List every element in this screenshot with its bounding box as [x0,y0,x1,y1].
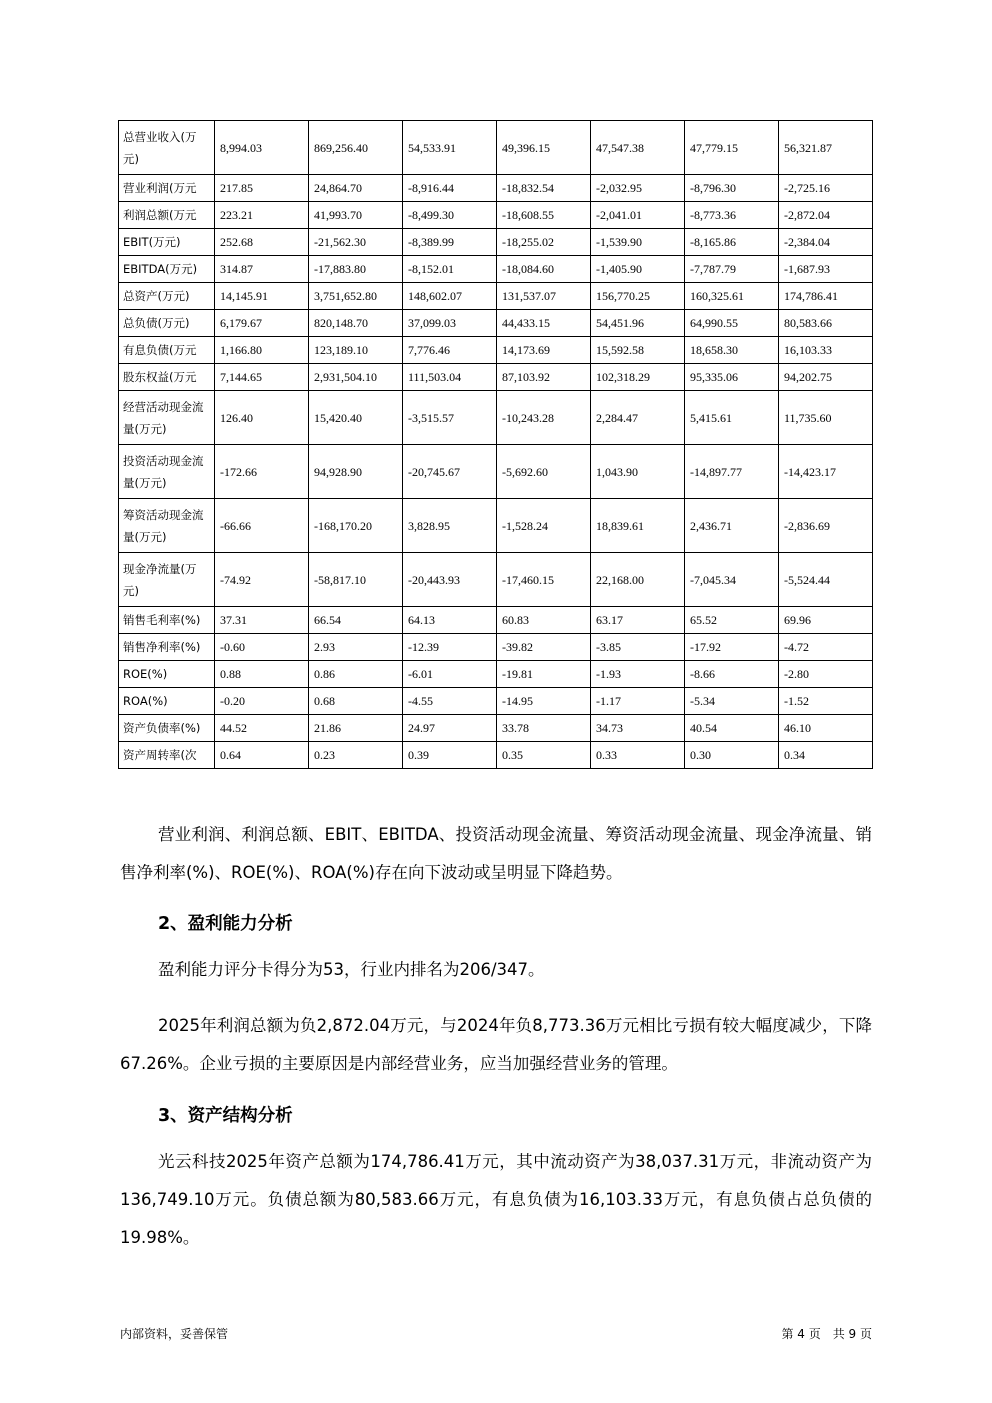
table-cell: 111,503.04 [403,364,497,391]
table-cell: -17,883.80 [309,256,403,283]
table-row [119,553,873,607]
row-label: 利润总额(万元 [119,202,215,229]
table-cell: -168,170.20 [309,499,403,553]
table-cell: -8,499.30 [403,202,497,229]
table-cell: 0.88 [215,661,309,688]
table-cell: 24,864.70 [309,175,403,202]
table-cell: 869,256.40 [309,121,403,175]
table-cell: 14,145.91 [215,283,309,310]
table-cell: 2,284.47 [591,391,685,445]
table-cell: 2,436.71 [685,499,779,553]
table-cell: 60.83 [497,607,591,634]
table-cell: 8,994.03 [215,121,309,175]
table-cell: -20,443.93 [403,553,497,607]
table-cell: 21.86 [309,715,403,742]
table-cell: -0.60 [215,634,309,661]
table-cell: 66.54 [309,607,403,634]
table-cell: 94,928.90 [309,445,403,499]
table-cell: 49,396.15 [497,121,591,175]
table-row [119,688,873,715]
table-cell: -1,405.90 [591,256,685,283]
table-cell: 314.87 [215,256,309,283]
table-cell: 95,335.06 [685,364,779,391]
table-row [119,364,873,391]
row-label: 总负债(万元) [119,310,215,337]
table-row [119,715,873,742]
table-cell: 34.73 [591,715,685,742]
table-row [119,742,873,769]
table-row [119,283,873,310]
table-cell: 56,321.87 [779,121,873,175]
table-cell: 3,828.95 [403,499,497,553]
row-label: EBITDA(万元) [119,256,215,283]
table-cell: -3,515.57 [403,391,497,445]
table-cell: 7,776.46 [403,337,497,364]
table-row [119,175,873,202]
table-cell: 1,043.90 [591,445,685,499]
table-cell: 44,433.15 [497,310,591,337]
table-cell: -8,389.99 [403,229,497,256]
table-cell: 0.86 [309,661,403,688]
table-cell: 131,537.07 [497,283,591,310]
table-cell: -2,725.16 [779,175,873,202]
table-cell: 0.35 [497,742,591,769]
table-cell: 0.33 [591,742,685,769]
row-label: EBIT(万元) [119,229,215,256]
table-cell: -21,562.30 [309,229,403,256]
table-cell: -7,787.79 [685,256,779,283]
table-row [119,445,873,499]
row-label: 营业利润(万元 [119,175,215,202]
table-cell: -74.92 [215,553,309,607]
table-cell: 174,786.41 [779,283,873,310]
table-row [119,337,873,364]
table-cell: 37,099.03 [403,310,497,337]
table-cell: 7,144.65 [215,364,309,391]
table-cell: 15,592.58 [591,337,685,364]
table-cell: -17.92 [685,634,779,661]
table-cell: -1.93 [591,661,685,688]
table-cell: -3.85 [591,634,685,661]
table-cell: 63.17 [591,607,685,634]
table-cell: -58,817.10 [309,553,403,607]
table-cell: -18,255.02 [497,229,591,256]
table-cell: -1,528.24 [497,499,591,553]
table-cell: 33.78 [497,715,591,742]
table-cell: -1,687.93 [779,256,873,283]
table-row [119,499,873,553]
table-cell: -14,897.77 [685,445,779,499]
table-cell: 22,168.00 [591,553,685,607]
table-cell: 15,420.40 [309,391,403,445]
row-label: 销售毛利率(%) [119,607,215,634]
table-cell: 0.30 [685,742,779,769]
table-cell: 156,770.25 [591,283,685,310]
table-cell: 123,189.10 [309,337,403,364]
table-cell: -4.72 [779,634,873,661]
table-cell: -39.82 [497,634,591,661]
section-heading-profitability: 2、盈利能力分析 [158,914,293,934]
table-cell: 16,103.33 [779,337,873,364]
table-cell: 41,993.70 [309,202,403,229]
table-cell: 0.68 [309,688,403,715]
row-label: 资产负债率(%) [119,715,215,742]
table-cell: 223.21 [215,202,309,229]
table-cell: 5,415.61 [685,391,779,445]
table-cell: -17,460.15 [497,553,591,607]
table-cell: 148,602.07 [403,283,497,310]
table-cell: 64.13 [403,607,497,634]
table-row [119,634,873,661]
table-cell: 3,751,652.80 [309,283,403,310]
table-cell: 87,103.92 [497,364,591,391]
table-cell: 46.10 [779,715,873,742]
table-cell: 6,179.67 [215,310,309,337]
table-cell: 24.97 [403,715,497,742]
table-cell: 64,990.55 [685,310,779,337]
table-cell: 47,779.15 [685,121,779,175]
table-cell: -2,384.04 [779,229,873,256]
table-cell: 160,325.61 [685,283,779,310]
row-label: 股东权益(万元 [119,364,215,391]
table-cell: -19.81 [497,661,591,688]
table-cell: 217.85 [215,175,309,202]
table-cell: -8,916.44 [403,175,497,202]
table-cell: -8.66 [685,661,779,688]
footer-confidential-note: 内部资料，妥善保管 [120,1327,229,1341]
table-cell: -6.01 [403,661,497,688]
row-label: 筹资活动现金流量(万元) [119,499,215,553]
asset-structure-paragraph: 光云科技2025年资产总额为174,786.41万元，其中流动资产为38,037.31万元，非流动资产为136,749.10万元。负债总额为80,583.66万元，有息负债为16,103.33万元，有息负债占总负债的19.98%。 [120,1152,872,1247]
row-label: ROA(%) [119,688,215,715]
table-row [119,256,873,283]
table-cell: -172.66 [215,445,309,499]
table-cell: -18,608.55 [497,202,591,229]
table-cell: -5,524.44 [779,553,873,607]
table-cell: 2,931,504.10 [309,364,403,391]
table-cell: 14,173.69 [497,337,591,364]
table-cell: -1.52 [779,688,873,715]
table-cell: -0.20 [215,688,309,715]
row-label: 投资活动现金流量(万元) [119,445,215,499]
table-cell: -2,872.04 [779,202,873,229]
row-label: ROE(%) [119,661,215,688]
table-cell: 54,451.96 [591,310,685,337]
table-cell: -5.34 [685,688,779,715]
table-row [119,661,873,688]
table-cell: -10,243.28 [497,391,591,445]
table-cell: 44.52 [215,715,309,742]
table-row [119,391,873,445]
table-cell: 0.23 [309,742,403,769]
table-cell: -5,692.60 [497,445,591,499]
table-cell: 11,735.60 [779,391,873,445]
row-label: 有息负债(万元 [119,337,215,364]
row-label: 现金净流量(万元) [119,553,215,607]
financial-summary-table [118,120,873,769]
table-cell: 820,148.70 [309,310,403,337]
footer-page-number: 第 4 页 共 9 页 [781,1327,872,1341]
table-row [119,202,873,229]
table-cell: -8,152.01 [403,256,497,283]
row-label: 经营活动现金流量(万元) [119,391,215,445]
row-label: 总资产(万元) [119,283,215,310]
row-label: 总营业收入(万元) [119,121,215,175]
table-cell: 18,658.30 [685,337,779,364]
table-cell: -2.80 [779,661,873,688]
row-label: 销售净利率(%) [119,634,215,661]
table-cell: -20,745.67 [403,445,497,499]
table-cell: 80,583.66 [779,310,873,337]
table-cell: -1,539.90 [591,229,685,256]
table-cell: -7,045.34 [685,553,779,607]
table-cell: 54,533.91 [403,121,497,175]
section-heading-asset-structure: 3、资产结构分析 [158,1106,293,1126]
table-cell: 1,166.80 [215,337,309,364]
trend-paragraph: 营业利润、利润总额、EBIT、EBITDA、投资活动现金流量、筹资活动现金流量、现金净流量、销售净利率(%)、ROE(%)、ROA(%)存在向下波动或呈明显下降趋势。 [120,825,872,882]
table-cell: -12.39 [403,634,497,661]
table-row [119,310,873,337]
table-cell: -18,832.54 [497,175,591,202]
table-row [119,607,873,634]
profitability-detail-paragraph: 2025年利润总额为负2,872.04万元，与2024年负8,773.36万元相比亏损有较大幅度减少，下降67.26%。企业亏损的主要原因是内部经营业务，应当加强经营业务的管理。 [120,1016,872,1073]
table-cell: -2,836.69 [779,499,873,553]
table-cell: 40.54 [685,715,779,742]
table-cell: -2,041.01 [591,202,685,229]
table-cell: -66.66 [215,499,309,553]
table-cell: 47,547.38 [591,121,685,175]
table-cell: 37.31 [215,607,309,634]
table-cell: 126.40 [215,391,309,445]
table-cell: -8,796.30 [685,175,779,202]
table-cell: -1.17 [591,688,685,715]
table-cell: 0.34 [779,742,873,769]
table-cell: 94,202.75 [779,364,873,391]
profitability-score-paragraph: 盈利能力评分卡得分为53，行业内排名为206/347。 [158,960,545,979]
table-row [119,121,873,175]
table-cell: 0.64 [215,742,309,769]
table-cell: -4.55 [403,688,497,715]
table-cell: -18,084.60 [497,256,591,283]
table-cell: 69.96 [779,607,873,634]
table-cell: -14,423.17 [779,445,873,499]
row-label: 资产周转率(次 [119,742,215,769]
table-cell: -8,773.36 [685,202,779,229]
table-cell: 65.52 [685,607,779,634]
table-cell: -14.95 [497,688,591,715]
financial-table-body [119,121,873,769]
table-cell: 102,318.29 [591,364,685,391]
table-cell: 252.68 [215,229,309,256]
table-cell: 18,839.61 [591,499,685,553]
table-cell: 0.39 [403,742,497,769]
table-row [119,229,873,256]
table-cell: -8,165.86 [685,229,779,256]
table-cell: 2.93 [309,634,403,661]
table-cell: -2,032.95 [591,175,685,202]
